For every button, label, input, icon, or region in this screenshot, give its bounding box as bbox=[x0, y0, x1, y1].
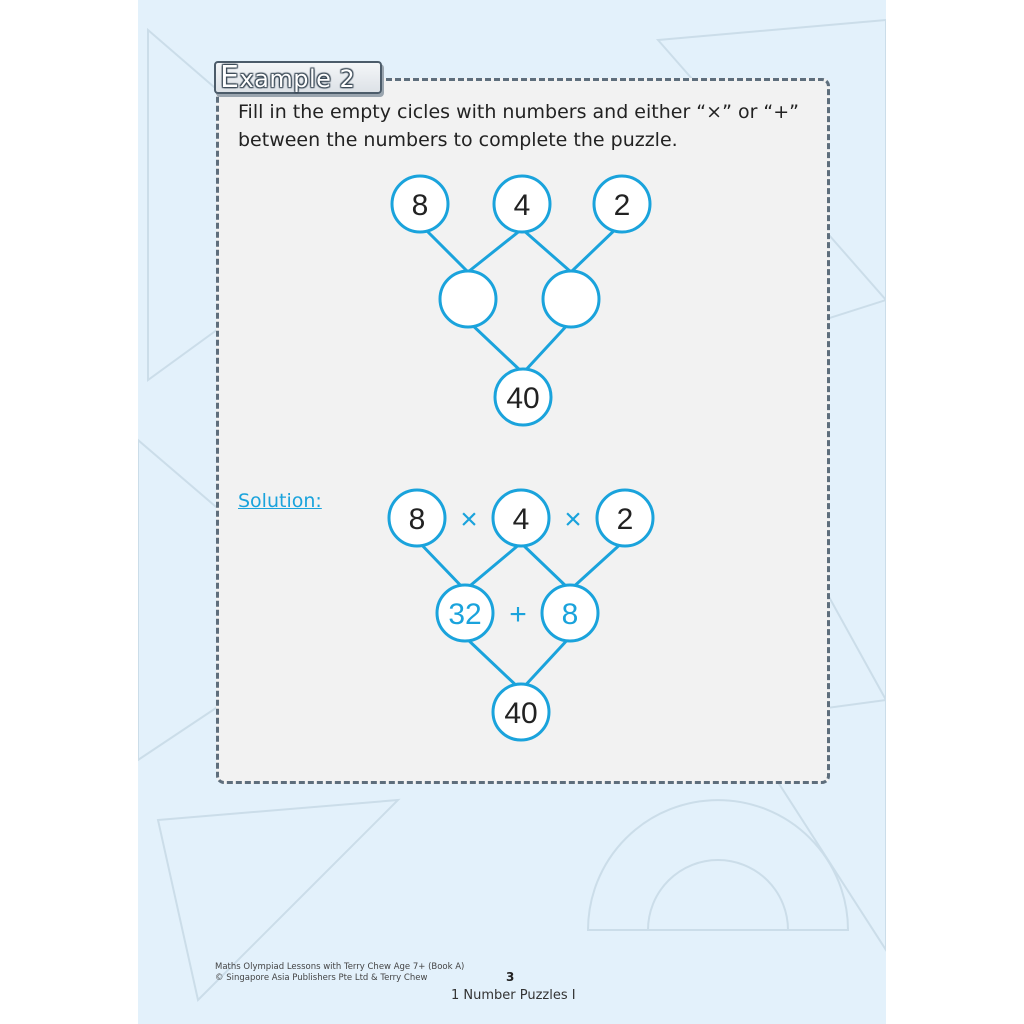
connector-line bbox=[570, 540, 625, 590]
copyright-text: © Singapore Asia Publishers Pte Ltd & Terry Chew bbox=[215, 973, 428, 983]
solution-top-number: 8 bbox=[408, 503, 426, 536]
connector-line bbox=[521, 637, 570, 690]
example-title-initial: E bbox=[220, 60, 240, 95]
example-title-rest: xample 2 bbox=[239, 65, 356, 93]
solution-operator: × bbox=[460, 503, 478, 536]
page-number: 3 bbox=[506, 970, 515, 984]
puzzle-bottom-number: 40 bbox=[506, 382, 540, 415]
puzzle-top-number: 8 bbox=[411, 189, 429, 222]
connector-line bbox=[465, 637, 521, 690]
solution-top-number: 2 bbox=[616, 503, 634, 536]
puzzle-diagrams bbox=[138, 0, 886, 1024]
solution-middle-number: 32 bbox=[448, 598, 482, 631]
solution-operator: × bbox=[564, 503, 582, 536]
footer-credits bbox=[215, 962, 464, 984]
connector-line bbox=[465, 543, 521, 590]
solution-middle-number: 8 bbox=[561, 598, 579, 631]
solution-top-number: 4 bbox=[512, 503, 530, 536]
puzzle-middle-circle bbox=[543, 271, 599, 327]
solution-operator: + bbox=[509, 598, 527, 631]
connector-line bbox=[521, 543, 570, 590]
connector-line bbox=[468, 229, 522, 272]
connector-line bbox=[522, 229, 571, 272]
worksheet-page bbox=[138, 0, 886, 1024]
connector-line bbox=[417, 540, 465, 590]
connector-line bbox=[523, 321, 571, 373]
book-title: Maths Olympiad Lessons with Terry Chew Age 7+ (Book A) bbox=[215, 962, 465, 972]
puzzle-top-number: 2 bbox=[613, 189, 631, 222]
solution-label: Solution: bbox=[238, 490, 322, 512]
connector-line bbox=[468, 321, 523, 373]
chapter-title: 1 Number Puzzles I bbox=[451, 988, 576, 1003]
puzzle-top-number: 4 bbox=[513, 189, 531, 222]
instruction-text: Fill in the empty cicles with numbers and either “×” or “+” between the numbers to complete the puzzle. bbox=[238, 101, 800, 151]
puzzle-middle-circle bbox=[440, 271, 496, 327]
solution-bottom-number: 40 bbox=[504, 697, 538, 730]
